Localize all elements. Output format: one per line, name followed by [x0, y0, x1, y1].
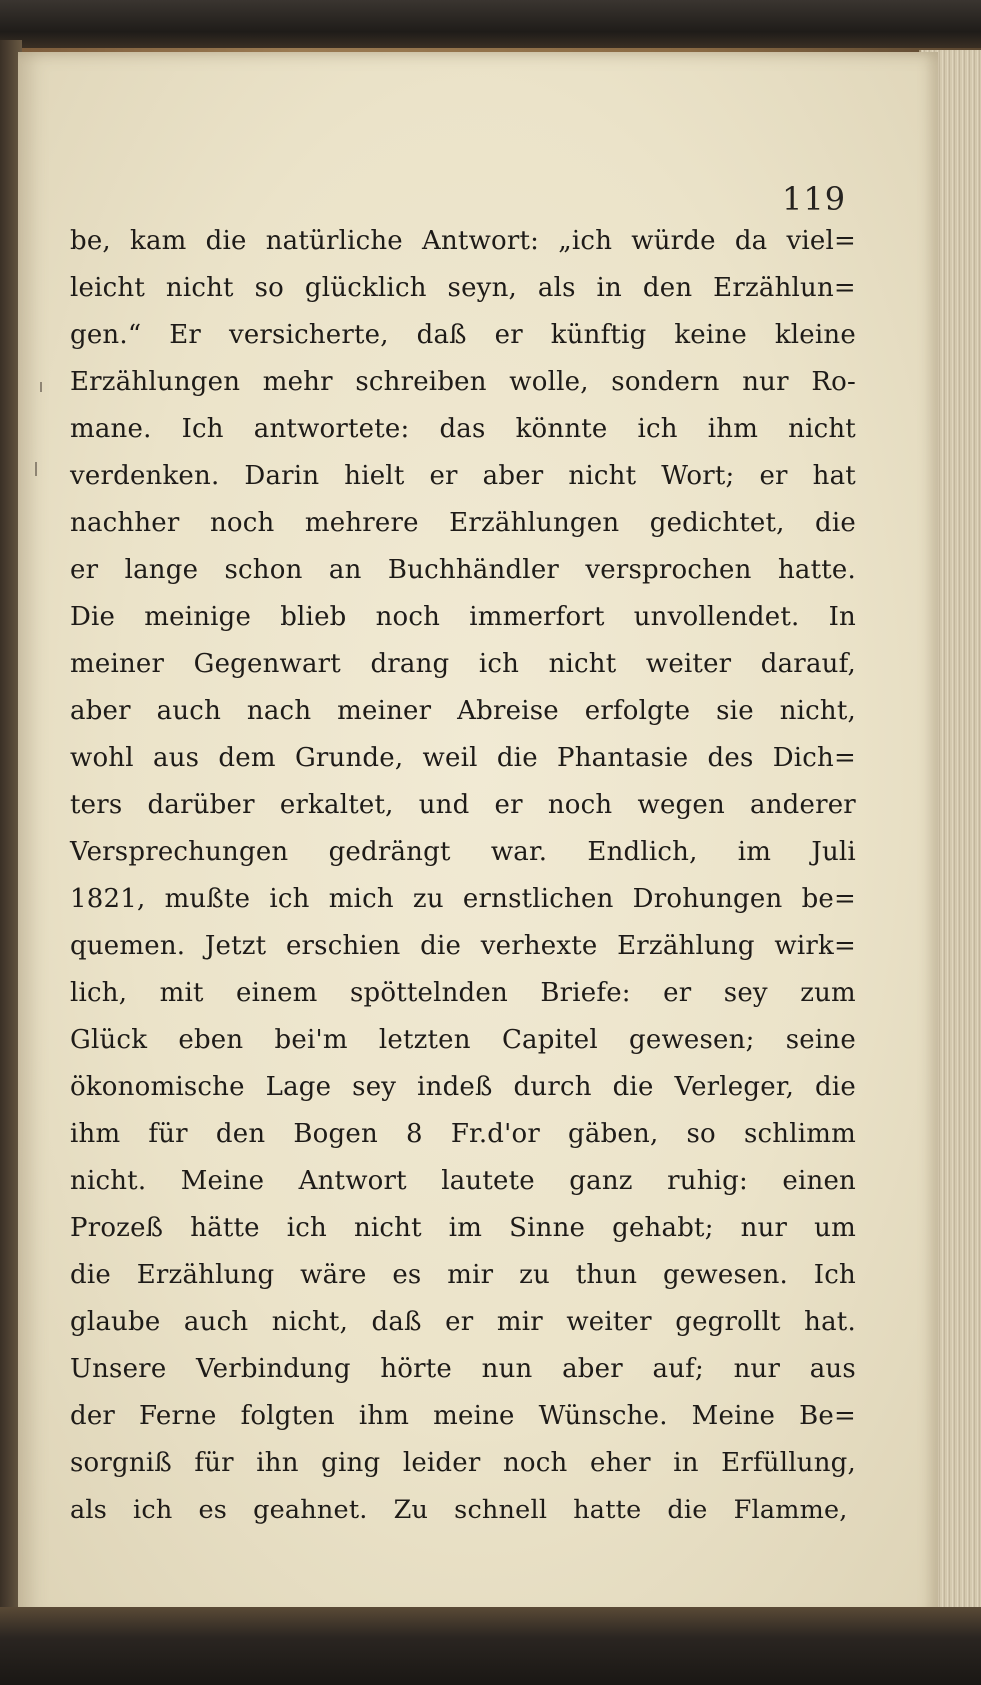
word: hat	[812, 461, 856, 491]
word: ich	[637, 414, 678, 444]
word: weiter	[645, 649, 732, 679]
word: Antwort	[298, 1166, 407, 1196]
text-line	[70, 1213, 856, 1260]
word: glaube	[70, 1307, 161, 1337]
word: Erzählungen	[449, 508, 620, 538]
word: würde	[631, 226, 716, 256]
text-line	[70, 696, 856, 743]
word: zum	[800, 978, 856, 1008]
word: aus	[809, 1354, 856, 1384]
word: ganz	[569, 1166, 633, 1196]
word: indeß	[417, 1072, 493, 1102]
word: auf;	[652, 1354, 704, 1384]
text-line	[70, 1119, 856, 1166]
word: Juli	[811, 837, 856, 867]
word: war.	[490, 837, 548, 867]
word: schreiben	[355, 367, 487, 397]
word: glücklich	[304, 273, 427, 303]
word: „ich	[558, 226, 613, 256]
word: kam	[130, 226, 187, 256]
word: ihm	[358, 1401, 410, 1431]
word: meiner	[70, 649, 165, 679]
word: Flamme,	[733, 1495, 848, 1525]
word: hörte	[380, 1354, 453, 1384]
word: Abreise	[457, 696, 559, 726]
word: die	[612, 1072, 654, 1102]
word: sey	[723, 978, 768, 1008]
word: die	[815, 1072, 856, 1102]
word: gewesen.	[662, 1260, 788, 1290]
word: Grunde,	[294, 743, 404, 773]
word: mich	[328, 884, 394, 914]
word: Sinne	[509, 1213, 586, 1243]
word: durch	[513, 1072, 592, 1102]
word: ruhig:	[667, 1166, 748, 1196]
word: gen.“	[70, 320, 142, 350]
word: noch	[547, 790, 613, 820]
word: Endlich,	[587, 837, 698, 867]
word: den	[215, 1119, 266, 1149]
text-line	[70, 555, 856, 602]
word: er	[429, 461, 458, 491]
text-line	[70, 884, 856, 931]
word: einen	[782, 1166, 856, 1196]
word: Zu	[393, 1495, 429, 1525]
word: Unsere	[70, 1354, 167, 1384]
word: Ich	[813, 1260, 856, 1290]
word: nicht,	[779, 696, 856, 726]
word: mit	[159, 978, 204, 1008]
word: be,	[70, 226, 111, 256]
word: Erzählungen	[70, 367, 241, 397]
word: Er	[169, 320, 202, 350]
word: kleine	[774, 320, 856, 350]
word: nicht	[788, 414, 856, 444]
word: nicht	[165, 273, 234, 303]
word: des	[707, 743, 754, 773]
word: anderer	[750, 790, 856, 820]
word: der	[70, 1401, 116, 1431]
word: Lage	[265, 1072, 332, 1102]
word: aber	[482, 461, 544, 491]
word: geahnet.	[253, 1495, 368, 1525]
text-line	[70, 508, 856, 555]
word: wäre	[300, 1260, 367, 1290]
word: unvollendet.	[633, 602, 800, 632]
word: quemen.	[70, 931, 186, 961]
word: noch	[209, 508, 275, 538]
word: das	[439, 414, 486, 444]
paper-mark	[35, 462, 37, 476]
word: ernstlichen	[462, 884, 614, 914]
word: Buchhändler	[387, 555, 560, 585]
word: in	[673, 1448, 699, 1478]
word: daß	[416, 320, 467, 350]
word: meiner	[337, 696, 432, 726]
word: ihm	[70, 1119, 121, 1149]
word: aus	[153, 743, 200, 773]
word: leicht	[70, 273, 145, 303]
word: lange	[124, 555, 199, 585]
word: an	[328, 555, 362, 585]
text-line	[70, 1260, 856, 1307]
word: sondern	[611, 367, 720, 397]
word: Erzählung	[136, 1260, 275, 1290]
word: mußte	[164, 884, 251, 914]
word: und	[418, 790, 470, 820]
word: ich	[286, 1213, 327, 1243]
word: gehabt;	[612, 1213, 714, 1243]
word: thun	[575, 1260, 638, 1290]
word: keine	[674, 320, 747, 350]
text-line	[70, 1448, 856, 1495]
word: Antwort:	[422, 226, 540, 256]
word: nur	[740, 1213, 788, 1243]
word: Meine	[180, 1166, 265, 1196]
word: seine	[785, 1025, 856, 1055]
word: im	[448, 1213, 483, 1243]
text-line	[70, 1401, 856, 1448]
word: nachher	[70, 508, 180, 538]
word: er	[759, 461, 788, 491]
word: nicht,	[271, 1307, 349, 1337]
word: aber	[70, 696, 131, 726]
word: für	[194, 1448, 234, 1478]
word: ich	[269, 884, 310, 914]
book-cover-top	[0, 0, 981, 58]
word: nicht	[548, 649, 617, 679]
word: nach	[246, 696, 312, 726]
text-line	[70, 1354, 856, 1401]
word: schon	[224, 555, 303, 585]
word: gegrollt	[675, 1307, 781, 1337]
word: nur	[733, 1354, 781, 1384]
word: natürliche	[265, 226, 403, 256]
word: gewesen;	[629, 1025, 755, 1055]
word: seyn,	[447, 273, 517, 303]
text-line	[70, 978, 856, 1025]
word: als	[70, 1495, 108, 1525]
word: er	[494, 320, 523, 350]
word: Darin	[244, 461, 320, 491]
book-cover-bottom	[0, 1607, 981, 1685]
word: um	[814, 1213, 856, 1243]
word: Wünsche.	[538, 1401, 668, 1431]
word: als	[537, 273, 576, 303]
text-line	[70, 226, 856, 273]
word: 8	[405, 1119, 423, 1149]
word: für	[148, 1119, 188, 1149]
word: meinige	[144, 602, 252, 632]
word: spöttelnden	[349, 978, 508, 1008]
word: dem	[218, 743, 276, 773]
word: hatte	[573, 1495, 642, 1525]
word: erfolgte	[584, 696, 691, 726]
text-line	[70, 649, 856, 696]
word: aber	[562, 1354, 623, 1384]
word: schlimm	[744, 1119, 856, 1149]
word: gedichtet,	[649, 508, 785, 538]
word: lich,	[70, 978, 128, 1008]
word: Fr.d'or	[450, 1119, 540, 1149]
word: ihm	[707, 414, 759, 444]
word: lautete	[441, 1166, 535, 1196]
word: ters	[70, 790, 123, 820]
word: er	[445, 1307, 474, 1337]
word: auch	[183, 1307, 249, 1337]
word: im	[737, 837, 772, 867]
word: verdenken.	[70, 461, 220, 491]
text-line	[70, 461, 856, 508]
word: 1821,	[70, 884, 146, 914]
word: mehr	[262, 367, 333, 397]
word: eher	[589, 1448, 651, 1478]
word: be=	[801, 884, 856, 914]
word: darüber	[147, 790, 255, 820]
word: Erzählung	[617, 931, 755, 961]
word: es	[198, 1495, 228, 1525]
word: hielt	[344, 461, 405, 491]
word: Wort;	[661, 461, 735, 491]
word: Drohungen	[632, 884, 783, 914]
word: darauf,	[760, 649, 856, 679]
word: Meine	[691, 1401, 776, 1431]
paper-mark	[40, 382, 42, 392]
word: da	[734, 226, 768, 256]
text-line	[70, 790, 856, 837]
word: nicht.	[70, 1166, 147, 1196]
word: ging	[321, 1448, 381, 1478]
word: drang	[370, 649, 450, 679]
word: Briefe:	[540, 978, 631, 1008]
page-number: 119	[782, 180, 847, 218]
word: ich	[478, 649, 520, 679]
word: Ferne	[139, 1401, 217, 1431]
word: es	[392, 1260, 422, 1290]
word: versprochen	[585, 555, 752, 585]
word: immerfort	[469, 602, 605, 632]
word: Erfüllung,	[721, 1448, 856, 1478]
word: mehrere	[304, 508, 419, 538]
word: die	[205, 226, 247, 256]
word: verhexte	[480, 931, 598, 961]
word: ich	[133, 1495, 173, 1525]
word: viel=	[786, 226, 856, 256]
word: wirk=	[774, 931, 856, 961]
word: leider	[402, 1448, 481, 1478]
word: blieb	[280, 602, 347, 632]
word: mane.	[70, 414, 152, 444]
word: mir	[447, 1260, 494, 1290]
word: schnell	[454, 1495, 548, 1525]
word: in	[596, 273, 622, 303]
word: ökonomische	[70, 1072, 245, 1102]
word: Gegenwart	[193, 649, 341, 679]
word: nicht	[568, 461, 637, 491]
text-line	[70, 931, 856, 978]
text-line	[70, 837, 856, 884]
word: wohl	[70, 743, 134, 773]
word: die	[815, 508, 856, 538]
word: die	[420, 931, 462, 961]
text-line	[70, 602, 856, 649]
word: zu	[412, 884, 444, 914]
word: hatte.	[777, 555, 856, 585]
word: folgten	[240, 1401, 335, 1431]
word: noch	[375, 602, 441, 632]
word: Ich	[181, 414, 224, 444]
word: sey	[352, 1072, 397, 1102]
word: erkaltet,	[279, 790, 394, 820]
word: könnte	[515, 414, 608, 444]
word: Capitel	[501, 1025, 598, 1055]
text-line	[70, 273, 856, 320]
word: ihn	[256, 1448, 299, 1478]
word: daß	[371, 1307, 422, 1337]
word: Be=	[799, 1401, 856, 1431]
text-line	[70, 1495, 856, 1542]
text-line	[70, 320, 856, 367]
word: weiter	[566, 1307, 652, 1337]
word: nur	[742, 367, 789, 397]
word: nicht	[353, 1213, 422, 1243]
word: meine	[433, 1401, 515, 1431]
word: hat.	[804, 1307, 856, 1337]
word: künftig	[550, 320, 647, 350]
word: sie	[716, 696, 754, 726]
word: Verbindung	[196, 1354, 351, 1384]
text-line	[70, 1072, 856, 1119]
word: auch	[156, 696, 222, 726]
word: zu	[519, 1260, 550, 1290]
text-line	[70, 1307, 856, 1354]
word: so	[686, 1119, 716, 1149]
word: Dich=	[772, 743, 856, 773]
word: hätte	[190, 1213, 260, 1243]
word: er	[70, 555, 99, 585]
word: Bogen	[293, 1119, 378, 1149]
word: den	[642, 273, 693, 303]
word: er	[494, 790, 523, 820]
word: mir	[496, 1307, 543, 1337]
word: Verleger,	[674, 1072, 795, 1102]
word: Versprechungen	[70, 837, 289, 867]
word: er	[663, 978, 692, 1008]
word: Ro-	[811, 367, 856, 397]
word: In	[828, 602, 856, 632]
word: wegen	[637, 790, 725, 820]
word: letzten	[378, 1025, 471, 1055]
word: Glück	[70, 1025, 148, 1055]
word: nun	[481, 1354, 533, 1384]
word: wolle,	[509, 367, 589, 397]
page-text	[70, 226, 856, 1542]
word: Erzählun=	[713, 273, 856, 303]
word: die	[667, 1495, 708, 1525]
word: Jetzt	[204, 931, 267, 961]
word: gedrängt	[328, 837, 451, 867]
text-line	[70, 1025, 856, 1072]
word: einem	[236, 978, 318, 1008]
text-line	[70, 414, 856, 461]
word: die	[70, 1260, 111, 1290]
word: gäben,	[568, 1119, 659, 1149]
word: bei'm	[274, 1025, 348, 1055]
word: erschien	[285, 931, 401, 961]
word: Phantasie	[557, 743, 689, 773]
word: sorgniß	[70, 1448, 172, 1478]
word: noch	[502, 1448, 568, 1478]
word: so	[254, 273, 284, 303]
word: Die	[70, 602, 116, 632]
text-line	[70, 743, 856, 790]
word: versicherte,	[228, 320, 389, 350]
text-line	[70, 367, 856, 414]
word: die	[496, 743, 538, 773]
word: antwortete:	[253, 414, 410, 444]
word: weil	[422, 743, 478, 773]
word: Prozeß	[70, 1213, 164, 1243]
text-line	[70, 1166, 856, 1213]
word: eben	[178, 1025, 244, 1055]
